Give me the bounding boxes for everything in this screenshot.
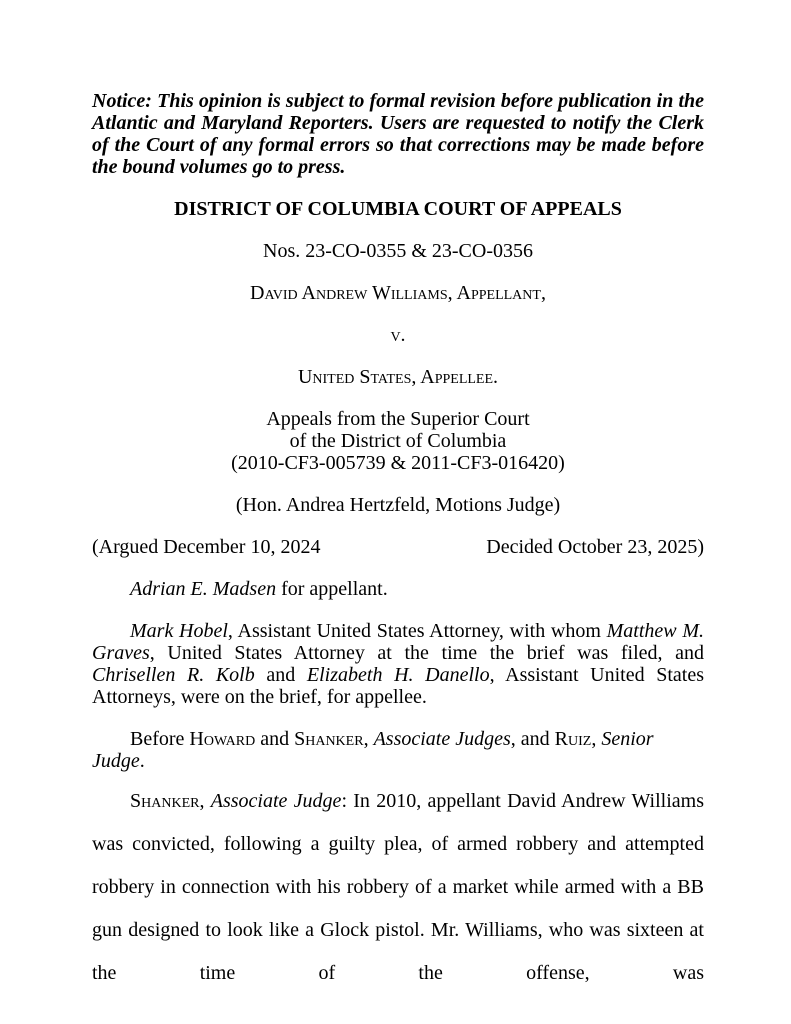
opinion-author: Shanker [130,790,200,812]
counsel-appellee-name-1: Mark Hobel [130,620,228,642]
caption-appellant: David Andrew Williams, Appellant, [250,282,546,304]
opinion-body-text: : In 2010, appellant David Andrew Williams was convicted, following a guilty plea, of armed robbery and attempted robbery in connection with his robbery of a market while armed with a BB gun designed to look like a Glock pistol. Mr. Williams, who was sixteen at the time of the offense, was [92,790,704,984]
panel-line [92,728,704,772]
counsel-appellee-text-1: , Assistant United States Attorney, with whom [227,620,607,642]
opinion-author-title: Associate Judge [210,790,342,812]
counsel-appellant-paragraph [92,578,704,600]
panel-title-senior-judge: Senior Judge [92,728,654,772]
counsel-appellee-name-2: Matthew M. Graves [92,620,704,664]
counsel-appellant-rest: for appellant. [276,578,388,600]
trial-judge-line: (Hon. Andrea Hertzfeld, Motions Judge) [235,494,561,516]
counsel-appellee-text-4: , Assistant United States Attorneys, were on the brief, for appellee. [92,664,704,708]
appeal-source-line-1: Appeals from the Superior Court [266,408,530,430]
argued-decided-row [92,536,704,558]
panel-judge-ruiz: Ruiz [554,728,592,750]
panel-text-before: Before [130,728,190,750]
counsel-appellee-paragraph [92,620,704,708]
panel-judge-howard: Howard [189,728,256,750]
counsel-appellant-name: Adrian E. Madsen [130,578,277,600]
panel-judge-shanker: Shanker [294,728,364,750]
decided-date: Decided October 23, 2025) [486,536,704,558]
counsel-appellee-text-3: and [254,664,307,686]
appeal-source-block [92,408,704,474]
counsel-appellee-name-4: Elizabeth H. Danello [306,664,490,686]
court-name-heading: DISTRICT OF COLUMBIA COURT OF APPEALS [174,198,622,220]
counsel-appellee-name-3: Chrisellen R. Kolb [92,664,255,686]
caption-versus: v. [390,324,406,346]
panel-title-associate-judges: Associate Judges [373,728,511,750]
case-numbers: Nos. 23-CO-0355 & 23-CO-0356 [263,240,533,262]
panel-text-and-2: , and [510,728,555,750]
opinion-first-paragraph [92,780,704,995]
panel-text-and-1: and [255,728,295,750]
caption-appellee: United States, Appellee. [297,366,499,388]
appeal-source-line-3: (2010-CF3-005739 & 2011-CF3-016420) [231,452,565,474]
argued-date: (Argued December 10, 2024 [92,536,321,558]
panel-text-period: . [139,750,145,772]
notice-paragraph: Notice: This opinion is subject to formal revision before publication in the Atlantic and Maryland Reporters. Users are requested to notify the Clerk of the Court of any formal errors so that corrections may be made before the bound volumes go to press. [92,90,704,178]
opinion-author-separator: , [199,790,211,812]
panel-text-comma-1: , [363,728,374,750]
counsel-appellee-text-2: , United States Attorney at the time the brief was filed, and [149,642,704,664]
panel-text-comma-2: , [591,728,602,750]
appeal-source-line-2: of the District of Columbia [289,430,507,452]
